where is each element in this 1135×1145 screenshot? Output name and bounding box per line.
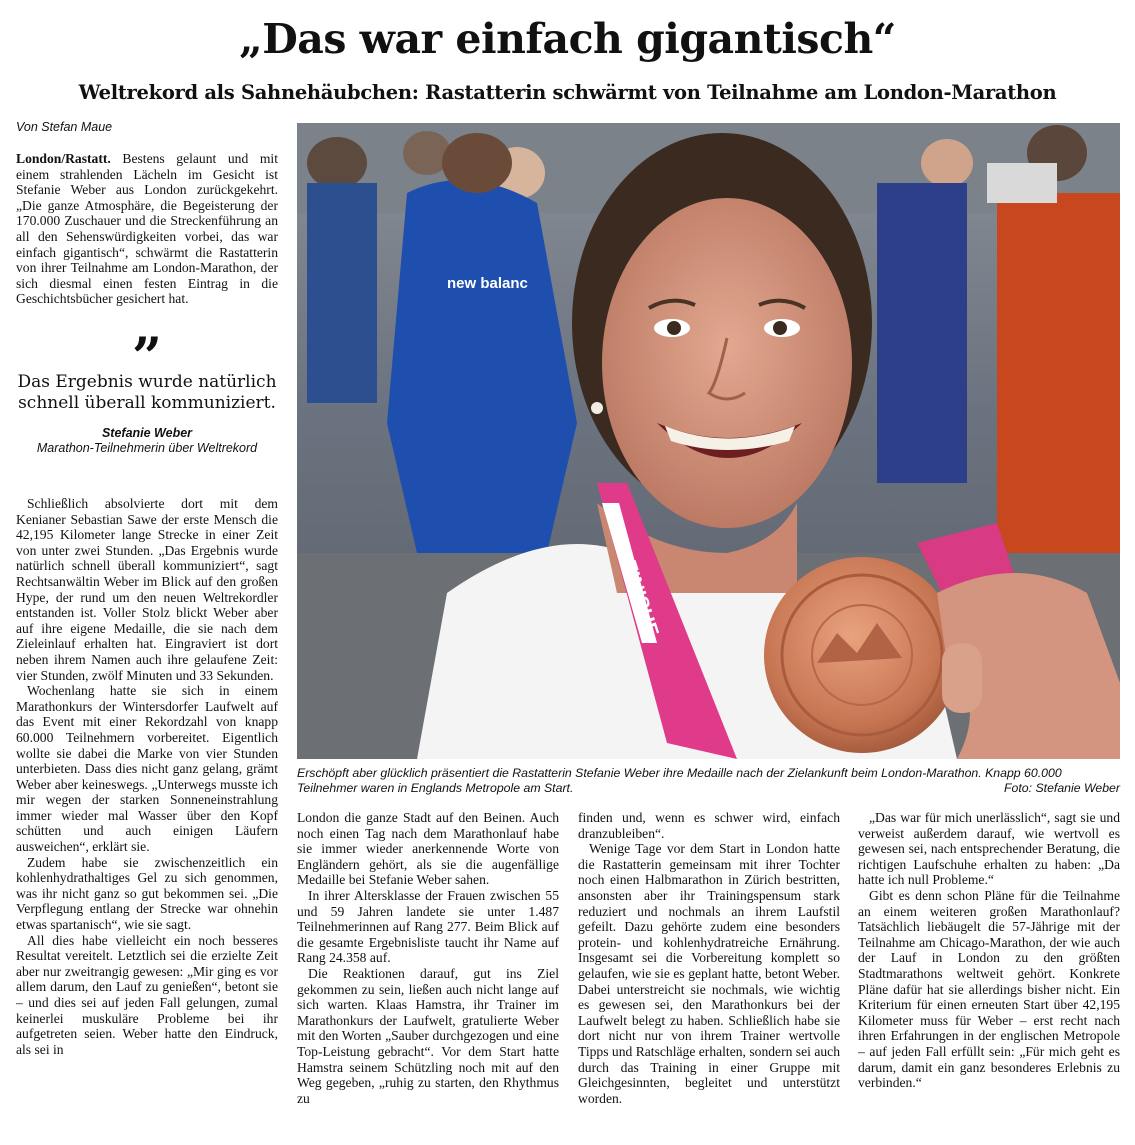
headline: „Das war einfach gigantisch“ (239, 15, 896, 63)
quote-role: Marathon-Teilnehmerin über Weltrekord (36, 441, 258, 455)
pull-quote (16, 327, 278, 456)
paragraph: finden und, wenn es schwer wird, einfach dranzubleiben“. (578, 810, 840, 841)
caption-text: Erschöpft aber glücklich präsentiert die Rastatterin Stefanie Weber ihre Medaille nach der Zielankunft beim London-Marathon. Knapp 60.000 Teilnehmer waren in Englands Metropole am Start. (297, 766, 1062, 795)
body-column-1 (16, 496, 278, 1136)
paragraph: Die Reaktionen darauf, gut ins Ziel gekommen zu sein, ließen auch nicht lange auf sich warten. Klaas Hamstra, ihr Trainer im Marathonkurs der Laufwelt, gratulierte Weber mit den Worten „Sauber durchgezogen und eine Top-Leistung gebracht“. Vor dem Start hatte Hamstra seinem Schützling noch mit auf den Weg gegeben, „ruhig zu starten, den Rhythmus zu (297, 965, 559, 1106)
paragraph: Gibt es denn schon Pläne für die Teilnahme an einem weiteren großen Marathonlauf? Tatsächlich liebäugelt die 57-Jährige mit der Teilnahme am Chicago-Marathon, der wie auch der Lauf in London zu den größten Stadtmarathons weltweit gehört. Konkrete Pläne dafür hat sie allerdings bisher nicht. Ein Kriterium für einen erneuten Start über 42,195 Kilometer muss für Weber – erst recht nach ihren Erfahrungen in der englischen Metropole – auf jeden Fall erfüllt sein: „Für mich geht es darum, damit ein ganz besonderes Erlebnis zu verbinden.“ (858, 887, 1120, 1091)
runner-selfie-with-medal-photo (297, 123, 1120, 759)
paragraph: Wenige Tage vor dem Start in London hatte die Rastatterin gemeinsam mit ihrer Tochter noch einen Halbmarathon in Zürich bestritten, ansonsten aber ihr Trainingspensum stark reduziert und nochmals an ihrem Laufstil gefeilt. Dazu gehörte zudem eine besonders protein- und kohlenhydratreiche Ernährung. Insgesamt sei die Vorbereitung komplett so gelaufen, wie sie es geplant hatte, betont Weber. Dabei unterstreicht sie nochmals, wie wichtig es gewesen sei, den Marathonkurs bei der Laufwelt belegt zu haben. Schließlich habe sie dort nicht nur von ihrem Trainer wertvolle Tipps und Ratschläge erhalten, sondern sei auch durch das Training in einer Gruppe mit Gleichgesinnten, begleitet und unterstützt worden. (578, 841, 840, 1106)
lead-text: Bestens gelaunt und mit einem strahlenden Lächeln im Gesicht ist Stefanie Weber aus London zurückgekehrt. „Die ganze Atmosphäre, die Begeisterung der 170.000 Zuschauer und die Streckenführung an all den Sehenswürdigkeiten vorbei, das war einfach gigantisch“, schwärmt die Rastatterin von ihrer Teilnahme am London-Marathon, der sich diesmal einen festen Eintrag in die Geschichtsbücher gesichert hat. (16, 151, 278, 307)
lanyard-text: FINISHE (617, 557, 663, 640)
subheadline: Weltrekord als Sahnehäubchen: Rastatterin schwärmt von Teilnahme am London-Marathon (78, 81, 1057, 104)
photo-illustration (297, 123, 1120, 759)
paragraph: Zudem habe sie zwischenzeitlich ein kohlenhydrathaltiges Gel zu sich genommen, was ihr nicht ganz so gut bekommen sei. „Die Verpflegung entlang der Strecke war ohnehin etwas spartanisch“, wie sie sagt. (16, 854, 278, 933)
lead-paragraph (16, 151, 278, 307)
paragraph: Wochenlang hatte sie sich in einem Marathonkurs der Wintersdorfer Laufwelt auf das Event mit einer Rekordzahl von knapp 60.000 Teilnehmern vorbereitet. Eigentlich wollte sie dabei die Marke von vier Stunden unterbieten. Dass dies nicht ganz gelang, grämt Weber aber keineswegs. „Unterwegs musste ich mir wegen der starken Sonneneinstrahlung immer wieder mal Wasser über den Kopf schütten und auch einigen Läufern ausweichen“, erklärt sie. (16, 683, 278, 855)
quote-author: Stefanie Weber (101, 426, 193, 440)
paragraph: London die ganze Stadt auf den Beinen. Auch noch einen Tag nach dem Marathonlauf habe sie immer wieder anerkennende Worte von Engländern gehört, als sie die augenfällige Medaille bei Stefanie Weber sahen. (297, 810, 559, 888)
byline: Von Stefan Maue (16, 120, 113, 134)
paragraph: „Das war für mich unerlässlich“, sagt sie und verweist außerdem darauf, wie wertvoll es gewesen sei, nach entsprechender Beratung, die richtigen Laufschuhe erhalten zu haben: „Da hatte ich null Probleme.“ (858, 810, 1120, 888)
photo-caption (297, 766, 1120, 796)
jacket-text: new balanc (447, 275, 528, 292)
body-column-2 (297, 810, 559, 1140)
dateline: London/Rastatt. (16, 151, 111, 166)
paragraph: All dies habe vielleicht ein noch besseres Resultat vereitelt. Letztlich sei die erzielte Zeit aber nur zweitrangig gewesen: „Mir ging es vor allem darum, den Lauf zu genießen“, betont sie – und dies sei auf jeden Fall gelungen, zumal keinerlei muskuläre Probleme bei ihr aufgetreten seien. Weber hatte den Eindruck, als sei in (16, 932, 278, 1057)
paragraph: In ihrer Altersklasse der Frauen zwischen 55 und 59 Jahren landete sie unter 1.487 Teilnehmerinnen auf Rang 277. Beim Blick auf die gesamte Ergebnisliste taucht ihr Name auf Rang 24.358 auf. (297, 887, 559, 966)
body-column-4 (858, 810, 1120, 1140)
photo-credit: Foto: Stefanie Weber (1004, 781, 1120, 795)
quote-mark-icon: ” (132, 327, 162, 388)
body-column-3 (578, 810, 840, 1140)
paragraph: Schließlich absolvierte dort mit dem Kenianer Sebastian Sawe der erste Mensch die 42,195 Kilometer lange Strecke in einer Zeit von unter zwei Stunden. „Das Ergebnis wurde natürlich schnell überall kommuniziert“, sagt Rechtsanwältin Weber im Blick auf den großen Hype, der rund um den neuen Weltrekordler entstanden ist. Voller Stolz blickt Weber aber auf ihre eigene Medaille, die sie nach dem Zieleinlauf erhalten hat. Eingraviert ist dort neben ihrem Namen auch ihre gelaufene Zeit: vier Stunden, zwölf Minuten und 33 Sekunden. (16, 496, 278, 683)
lead-column (16, 151, 278, 331)
quote-text: Das Ergebnis wurde natürlich schnell überall kommuniziert. (17, 372, 277, 413)
